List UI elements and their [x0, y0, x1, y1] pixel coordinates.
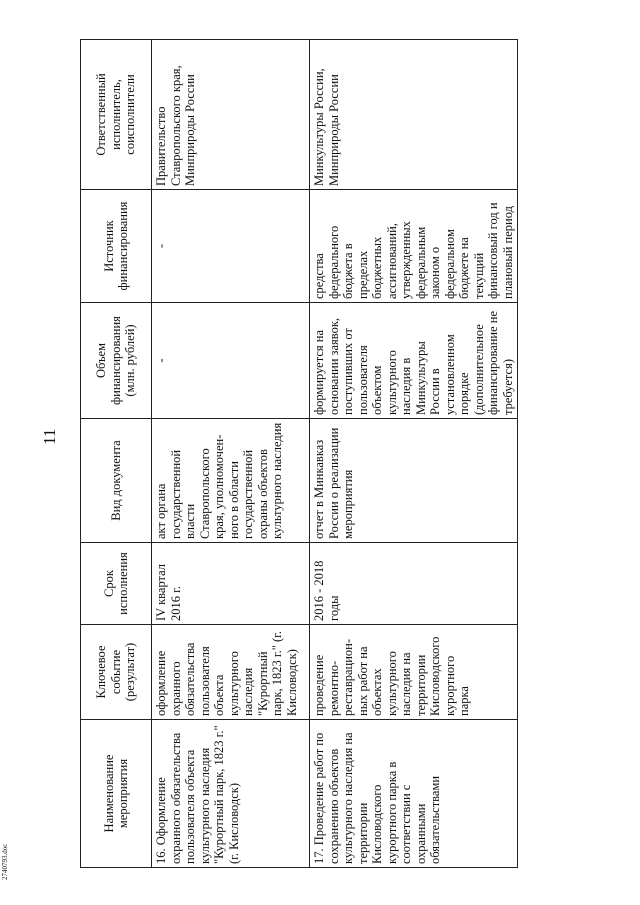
- header-cell-name: Наименование мероприятия: [81, 720, 152, 868]
- cell-document-type: акт органа государственной власти Ставропольского края, уполномочен-ного в области государственной охраны объектов культурного наследия: [152, 419, 310, 543]
- cell-responsible: Минкультуры России, Минприроды России: [310, 40, 518, 190]
- cell-measure-name: 17. Проведение работ по сохранению объектов культурного наследия на территории Кисловодского курортного парка в соответствии с охранными обязательствами: [310, 720, 518, 868]
- cell-deadline: IV квартал 2016 г.: [152, 543, 310, 625]
- measures-table: [80, 39, 518, 868]
- cell-funding-volume: -: [152, 303, 310, 419]
- header-cell-funding-volume: Объем финансирования (млн. рублей): [81, 303, 152, 419]
- table-header-row: [81, 40, 152, 868]
- cell-funding-volume: формируется на основании заявок, поступивших от пользователя объектом культурного наследия в Минкультуры России в установленном порядке (дополнительное финансирование не требуется): [310, 303, 518, 419]
- cell-deadline: 2016 - 2018 годы: [310, 543, 518, 625]
- header-cell-funding-source: Источник финансирования: [81, 190, 152, 303]
- table-row: [310, 40, 518, 868]
- header-cell-document-type: Вид документа: [81, 419, 152, 543]
- footer-file-code: 2740793.doc: [1, 843, 9, 880]
- cell-responsible: Правительство Ставропольского края, Минприроды России: [152, 40, 310, 190]
- rotated-table-container: [80, 40, 610, 868]
- table-row: [152, 40, 310, 868]
- cell-funding-source: -: [152, 190, 310, 303]
- header-cell-key-event: Ключевое событие (результат): [81, 625, 152, 720]
- cell-funding-source: средства федерального бюджета в пределах бюджетных ассигнований, утвержденных федеральным законом о федеральном бюджете на текущий финансовый год и плановый период: [310, 190, 518, 303]
- cell-key-event: оформление охранного обязательства пользователя объекта культурного наследия "Курортный парк, 1823 г." (г. Кисловодск): [152, 625, 310, 720]
- cell-document-type: отчет в Минкавказ России о реализации мероприятия: [310, 419, 518, 543]
- cell-key-event: проведение ремонтно-реставрацион-ных работ на объектах культурного наследия на территории Кисловодского курортного парка: [310, 625, 518, 720]
- header-cell-deadline: Срок исполнения: [81, 543, 152, 625]
- header-cell-responsible: Ответственный исполнитель, соисполнители: [81, 40, 152, 190]
- page-number: 11: [40, 428, 59, 445]
- cell-measure-name: 16. Оформление охранного обязательства пользователя объекта культурного наследия "Курортный парк, 1823 г." (г. Кисловодск): [152, 720, 310, 868]
